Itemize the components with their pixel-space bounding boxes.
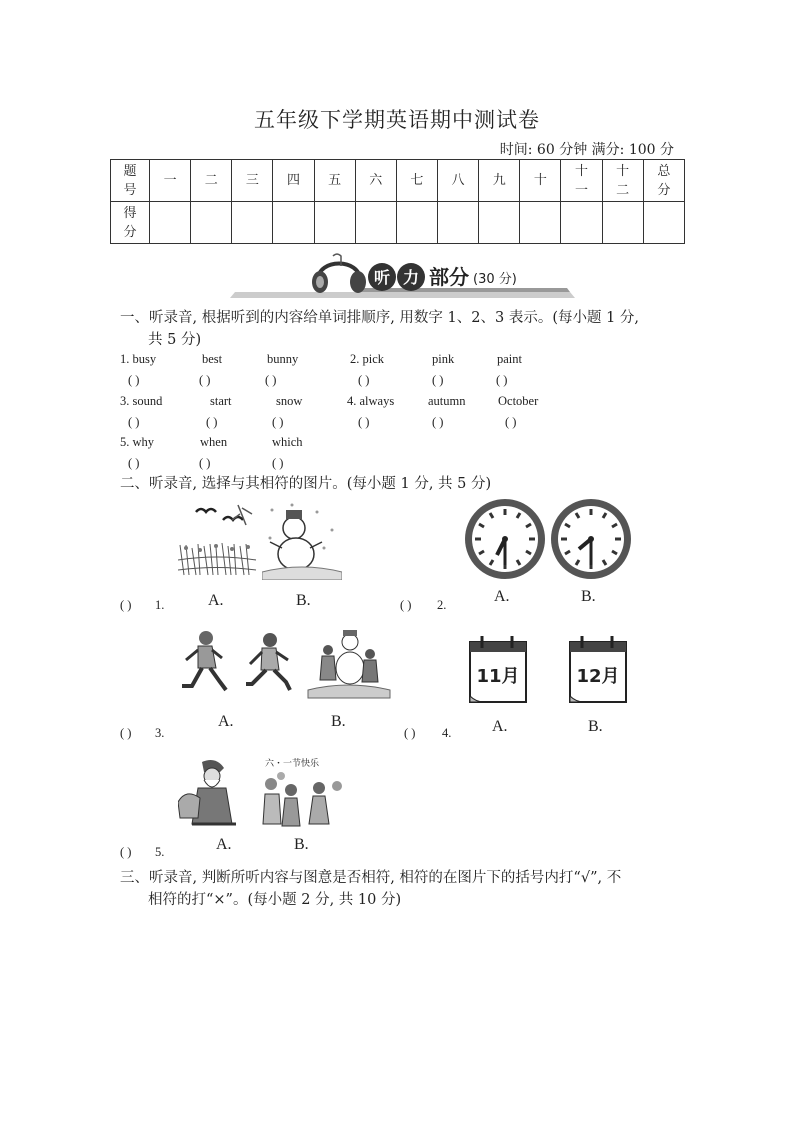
listening-section-banner [230,250,575,300]
option-a-label: A. [494,588,510,605]
calendar-b-text: 12月 [576,666,620,687]
word-item: October [498,394,539,408]
word-item: paint [497,352,522,366]
answer-blank[interactable]: ( ) [358,373,370,387]
kids-snowman-icon [308,630,390,698]
score-cell[interactable] [561,202,602,244]
answer-blank[interactable]: ( ) [206,415,218,429]
score-table-header-cell: 五 [314,160,355,202]
word-item: best [202,352,223,366]
score-cell[interactable] [232,202,273,244]
clock-a-icon [465,499,545,579]
picture-caption: 六・一节快乐 [265,759,320,769]
score-cell[interactable] [355,202,396,244]
score-table-header-cell: 六 [355,160,396,202]
answer-blank[interactable]: ( ) [120,845,132,859]
headphones-icon [312,254,366,293]
banner-char-2: 力 [402,268,420,287]
word-item: which [272,435,303,449]
answer-blank[interactable]: ( ) [404,726,416,740]
question-number: 2. [437,598,447,612]
section2-instruction: 二、听录音, 选择与其相符的图片。(每小题 1 分, 共 5 分) [120,476,492,492]
score-table-header-row [111,160,685,202]
score-cell[interactable] [643,202,684,244]
option-b-label: B. [588,718,603,735]
score-table-header-cell: 一 [150,160,191,202]
answer-blank[interactable]: ( ) [128,415,140,429]
word-item: snow [276,394,303,408]
score-cell[interactable] [520,202,561,244]
word-item: bunny [267,352,299,366]
answer-blank[interactable]: ( ) [265,373,277,387]
children-celebrating-icon [263,772,342,826]
banner-text: 部分 [429,265,469,289]
running-boy-a-icon [182,631,226,690]
score-cell[interactable] [437,202,478,244]
answer-blank[interactable]: ( ) [496,373,508,387]
word-item: 5. why [120,435,155,449]
answer-blank[interactable]: ( ) [120,598,132,612]
word-item: autumn [428,394,466,408]
option-a-label: A. [218,713,234,730]
option-a-label: A. [492,718,508,735]
score-table-row-label: 得 分 [111,202,150,244]
answer-blank[interactable]: ( ) [128,456,140,470]
answer-blank[interactable]: ( ) [358,415,370,429]
word-item: 3. sound [120,394,163,408]
running-boy-b-icon [246,633,290,690]
score-cell[interactable] [191,202,232,244]
word-item: when [200,435,228,449]
score-table-header-cell: 七 [396,160,437,202]
q3-pictures [178,628,398,704]
question-number: 1. [155,598,165,612]
page-title: 五年级下学期英语期中测试卷 [254,108,540,132]
word-item: 1. busy [120,352,157,366]
answer-blank[interactable]: ( ) [400,598,412,612]
score-table-header-cell: 十 二 [602,160,643,202]
exam-time-and-score: 时间: 60 分钟 满分: 100 分 [499,142,674,158]
snowman-icon [283,517,305,539]
question-number: 5. [155,845,165,859]
score-table-header-cell: 十 一 [561,160,602,202]
section3-instruction: 三、听录音, 判断所听内容与图意是否相符, 相符的在图片下的括号内打“√”, 不 [120,870,622,886]
score-cell[interactable] [602,202,643,244]
word-item: 2. pick [350,352,385,366]
answer-blank[interactable]: ( ) [432,415,444,429]
score-cell[interactable] [396,202,437,244]
word-item: start [210,394,232,408]
score-cell[interactable] [273,202,314,244]
score-table-header-cell: 三 [232,160,273,202]
answer-blank[interactable]: ( ) [128,373,140,387]
bird-icon [196,509,216,512]
score-table-header-cell: 四 [273,160,314,202]
banner-char-1: 听 [373,268,391,287]
q4-calendar-a [466,632,530,710]
section1-instruction: 一、听录音, 根据听到的内容给单词排顺序, 用数字 1、2、3 表示。(每小题 1 分, [120,310,640,326]
q1-picture-a-spring [178,500,258,589]
answer-blank[interactable]: ( ) [505,415,517,429]
banner-points: (30 分) [473,272,517,287]
option-b-label: B. [331,713,346,730]
q5-picture-b-childrens-day [257,754,347,838]
answer-blank[interactable]: ( ) [199,373,211,387]
section1-instruction-cont: 共 5 分) [148,332,202,348]
word-item: 4. always [347,394,395,408]
answer-blank[interactable]: ( ) [272,456,284,470]
score-table-header-cell: 十 [520,160,561,202]
score-cell[interactable] [150,202,191,244]
question-number: 3. [155,726,165,740]
answer-blank[interactable]: ( ) [432,373,444,387]
option-b-label: B. [296,592,311,609]
score-table-header-cell: 九 [479,160,520,202]
score-cell[interactable] [314,202,355,244]
option-a-label: A. [208,592,224,609]
option-b-label: B. [294,836,309,853]
q2-clocks [463,497,635,587]
score-table-header-cell: 题 号 [111,160,150,202]
word-item: pink [432,352,455,366]
score-cell[interactable] [479,202,520,244]
question-number: 4. [442,726,452,740]
option-a-label: A. [216,836,232,853]
clock-b-icon [551,499,631,579]
q5-picture-a-santa [178,756,250,836]
score-table-header-cell: 八 [437,160,478,202]
score-table-header-cell: 二 [191,160,232,202]
option-b-label: B. [581,588,596,605]
answer-blank[interactable]: ( ) [199,456,211,470]
score-table-header-cell: 总 分 [643,160,684,202]
answer-blank[interactable]: ( ) [272,415,284,429]
q1-picture-b-snowman [262,500,342,584]
score-table-score-row [111,202,685,244]
score-table [110,159,685,244]
calendar-a-text: 11月 [476,666,520,687]
answer-blank[interactable]: ( ) [120,726,132,740]
q4-calendar-b [566,632,630,710]
section3-instruction-cont: 相符的打“×”。(每小题 2 分, 共 10 分) [148,892,402,908]
